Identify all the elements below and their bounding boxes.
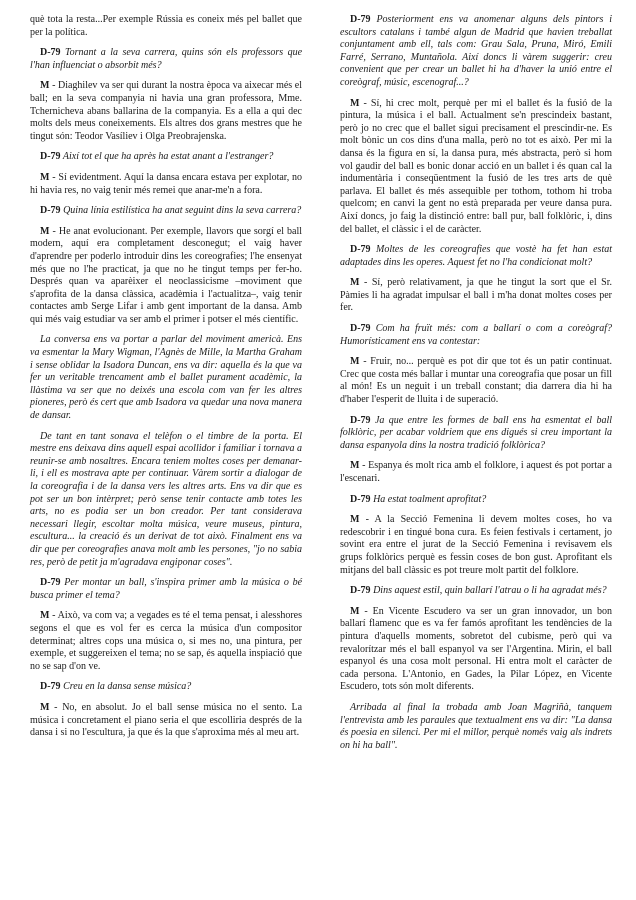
speaker-label: M xyxy=(350,356,360,368)
speaker-label: D-79 xyxy=(350,323,371,335)
question-paragraph xyxy=(30,151,302,164)
speaker-label: D-79 xyxy=(40,47,61,59)
paragraph-text: - Espanya és molt rica amb el folklore, i aquest és pot portar a l'escenari. xyxy=(340,460,612,484)
answer-paragraph xyxy=(30,226,302,327)
answer-paragraph xyxy=(30,80,302,143)
speaker-label: D-79 xyxy=(40,681,61,693)
right-column xyxy=(340,14,612,760)
speaker-label: M xyxy=(40,610,50,622)
paragraph-text: - A la Secció Femenina li devem moltes coses, ho va redescobrir i en tingué bona cura. Es feien festivals i certament, jo sovint era entre el jurat de la Secció Femenina i revisavem els grups folklòrics perquè es fessin coses de bon gust. Aprofitant els mitjans del ball clàssic es pot treure molt partit del folklore. xyxy=(340,514,613,576)
paragraph-text: Per montar un ball, s'inspira primer amb la música o bé busca primer el tema? xyxy=(30,577,303,601)
answer-paragraph xyxy=(340,356,612,406)
speaker-label: M xyxy=(350,97,360,109)
paragraph-text: Quina línia estilística ha anat seguint dins la seva carrera? xyxy=(63,205,302,217)
answer-paragraph xyxy=(30,14,302,39)
paragraph-text: - No, en absolut. Jo el ball sense música no el sento. La música i concretament el piano seria el que escolliria després de la dansa i si no l'escultura, ja que és la que s'aproxima més al meu art. xyxy=(30,701,303,739)
paragraph-text: - Fruir, no... perquè es pot dir que tot és un patir continuat. Crec que costa més ballar i muntar una coreografia que posar un fill al món! Es un neguit i un treball constant; dia darrera dia hi ha d'haber l'esperit de lluita i de superació. xyxy=(340,356,613,406)
paragraph-text: Tornant a la seva carrera, quins són els professors que l'han influenciat o absorbit més? xyxy=(30,47,303,71)
narrative-paragraph xyxy=(30,431,302,570)
speaker-label: M xyxy=(350,460,360,472)
paragraph-text: - Sí, però relativament, ja que he tingut la sort que el Sr. Pàmies li ha agradat impulsar el ball i m'ha donat moltes coses per fer. xyxy=(340,277,613,314)
speaker-label: D-79 xyxy=(40,151,61,163)
paragraph-text: - Diaghilev va ser qui durant la nostra època va aixecar més el ball; en la seva companyia ni havia una gran professora, Mme. Tchernicheva abans ballarina de la companyia. Es a ella a qui dec molts dels meus coneixements. Els altres dos grans mestres que he tingut són: Teodor Vasíliev i Olga Preobrajenska. xyxy=(30,80,303,142)
question-paragraph xyxy=(340,14,612,90)
paragraph-text: Posteriorment ens va anomenar alguns dels pintors i escultors catalans i també algun de Madrid que havien treballat conjuntament amb ell, tals com: Grau Sala, Pruna, Miró, Emili Farré, Serrano, Muntañola. Així doncs li vàrem suggerir: creu convenient que per crear un ballet hi ha d'haver la unió entre el coreògraf, músic, escenograf...? xyxy=(340,14,612,88)
speaker-label: M xyxy=(40,225,50,237)
speaker-label: M xyxy=(350,605,360,617)
speaker-label: M xyxy=(350,514,360,526)
answer-paragraph xyxy=(30,610,302,673)
paragraph-text: Com ha fruït més: com a ballarí o com a coreògraf? Humorísticament ens va contestar: xyxy=(340,323,612,347)
question-paragraph xyxy=(340,494,612,507)
paragraph-text: - Sí, hi crec molt, perquè per mi el ballet és la fusió de la pintura, la música i el ball. Actualment se'n prescindeix bastant, però jo no crec que el ballet sigui precisament el prescindir-ne. Es molt bònic un cos dins d'una malla, però no tot es això. Per mi la dansa és la figura en sí, la dansa pura, més abstracta, però si hom vol gaudir del ball es bonic donar acció en un ballet i és quan cal la indumentària i conseqüentment la fusió de les tres arts de què parlava. El ballet és més assequible per tothom, tothom hi troba quelcom; en canvi la gent no està preparada per veure dansa pura. Així doncs, jo faig la distinció entre: ball pur, ball folklòric, i, dins del ballet, el clàssic i el de caràcter. xyxy=(340,97,613,235)
answer-paragraph xyxy=(340,606,612,694)
speaker-label: D-79 xyxy=(40,205,61,217)
paragraph-text: Així tot el que ha après ha estat anant a l'estranger? xyxy=(62,151,274,163)
question-paragraph xyxy=(30,205,302,218)
speaker-label: M xyxy=(40,171,50,183)
speaker-label: D-79 xyxy=(350,414,371,426)
paragraph-text: Arribada al final la trobada amb Joan Magriñà, tanquem l'entrevista amb les paraules que textualment ens va dir: "La dansa és poesia en silenci. Per mi el millor, perquè només vaig als indrets on hi ha ball". xyxy=(340,701,612,751)
speaker-label: D-79 xyxy=(40,577,61,589)
paragraph-text: - Sí evidentment. Aquí la dansa encara estava per explotar, no hi havia res, no vaig tenir més remei que anar-me'n a fora. xyxy=(30,171,303,196)
speaker-label: D-79 xyxy=(350,585,371,597)
answer-paragraph xyxy=(340,514,612,577)
paragraph-text: Ja que entre les formes de ball ens ha esmentat el ball folklòric, per acabar voldriem que ens digués si creu important la dansa espanyola dins la nostra tradició folklòrica? xyxy=(340,414,613,451)
speaker-label: M xyxy=(40,80,50,92)
answer-paragraph xyxy=(340,277,612,315)
narrative-paragraph xyxy=(30,334,302,422)
paragraph-text: - En Vicente Escudero va ser un gran innovador, un bon ballarí flamenc que es va fer famós aprofitant les tendències de la pintura d'aquells moments, sobretot del cubisme, però qui va revalorítzar més el ball espanyol va ser l'Argentina. Mirin, el ball espanyol és una cosa molt personal. Hi entra molt el caràcter de cada persona. L'Antonio, en Gades, la Pilar López, en Vicente Escudero, tots són molt diferents. xyxy=(340,605,612,693)
paragraph-text: - Això, va com va; a vegades es té el tema pensat, i alesshores segons el que es vol fer es cerca la música d'un compositor determinat; altres cops una música o, si mes no, una pintura, per exemple, et suggereixen el tema; no se sap, és aquella inspiació que no se sap d'on ve. xyxy=(30,610,302,672)
answer-paragraph xyxy=(340,98,612,237)
question-paragraph xyxy=(340,244,612,269)
paragraph-text: La conversa ens va portar a parlar del moviment americà. Ens va esmentar la Mary Wigman, l'Agnès de Mille, la Martha Graham i sense oblidar la Isadora Duncan, ens va dir: aquella és la que va fer un veritable trencament amb el ballet purament acadèmic, la llàstima va ser que no deixés una escola com van fer les altres pioneres, però és cert que amb Isadora va quedar una nova manera de dansar. xyxy=(30,334,302,422)
speaker-label: D-79 xyxy=(350,14,371,25)
left-column xyxy=(30,14,302,748)
paragraph-text: Ha estat toalment aprofitat? xyxy=(373,493,487,505)
speaker-label: D-79 xyxy=(350,493,371,505)
paragraph-text: què tota la resta...Per exemple Rússia es coneix més pel ballet que per la política. xyxy=(30,14,302,38)
question-paragraph xyxy=(30,47,302,72)
paragraph-text: Creu en la dansa sense música? xyxy=(63,681,192,693)
question-paragraph xyxy=(340,323,612,348)
answer-paragraph xyxy=(30,172,302,197)
question-paragraph xyxy=(30,577,302,602)
question-paragraph xyxy=(340,415,612,453)
question-paragraph xyxy=(340,585,612,598)
narrative-paragraph xyxy=(340,702,612,752)
paragraph-text: De tant en tant sonava el telèfon o el timbre de la porta. El mestre ens deixava dins aquell espai acollidor i familiar i tornava a reunir-se amb nosaltres. Encara teniem moltes coses per demanar-li, i ell es mostrava apte per continuar. Vàrem sortir a dialogar de la coreografia i de la dansa vers les altres arts. Ens va dir que es pot ser un bon intèrpret; però sense tenir contacte amb totes les arts, no es podia ser un bon creador. Per tant considerava necessari llegir, escoltar molta música, veure museus, pintura, escultura... la creació és un derivat de tot això. Finalment ens va dir que per coreografies anava molt amb les persones, "jo no sabia res, però de petit ja m'agradava engiponar coses". xyxy=(30,430,302,568)
speaker-label: M xyxy=(350,277,360,289)
answer-paragraph xyxy=(340,460,612,485)
speaker-label: D-79 xyxy=(350,244,371,256)
paragraph-text: Moltes de les coreografies que vostè ha fet han estat adaptades dins les operes. Aquest fet no l'ha condicionat molt? xyxy=(340,244,613,268)
answer-paragraph xyxy=(30,702,302,740)
speaker-label: M xyxy=(40,701,50,713)
paragraph-text: - He anat evolucionant. Per exemple, llavors que sorgí el ball modern, aquí era completament desconegut; el vaig haver d'aprendre per poderlo introduir dins les coreografies; l'he ensenyat més que no l'he practicat, ja que no he tingut temps per fer-ho. Després quan va aparèixer el neoclassicisme –moviment que s'aprofita de la dansa clàssica, acadèmia i l'actualitza–, vaig tenir contactes amb Serge Lifar i amb gent important de la dansa. Amb qui més vaig estudiar va ser amb el primer i potser el més científic. xyxy=(30,225,303,325)
question-paragraph xyxy=(30,681,302,694)
paragraph-text: Dins aquest estil, quin ballarí l'atrau o li ha agradat més? xyxy=(373,585,607,597)
